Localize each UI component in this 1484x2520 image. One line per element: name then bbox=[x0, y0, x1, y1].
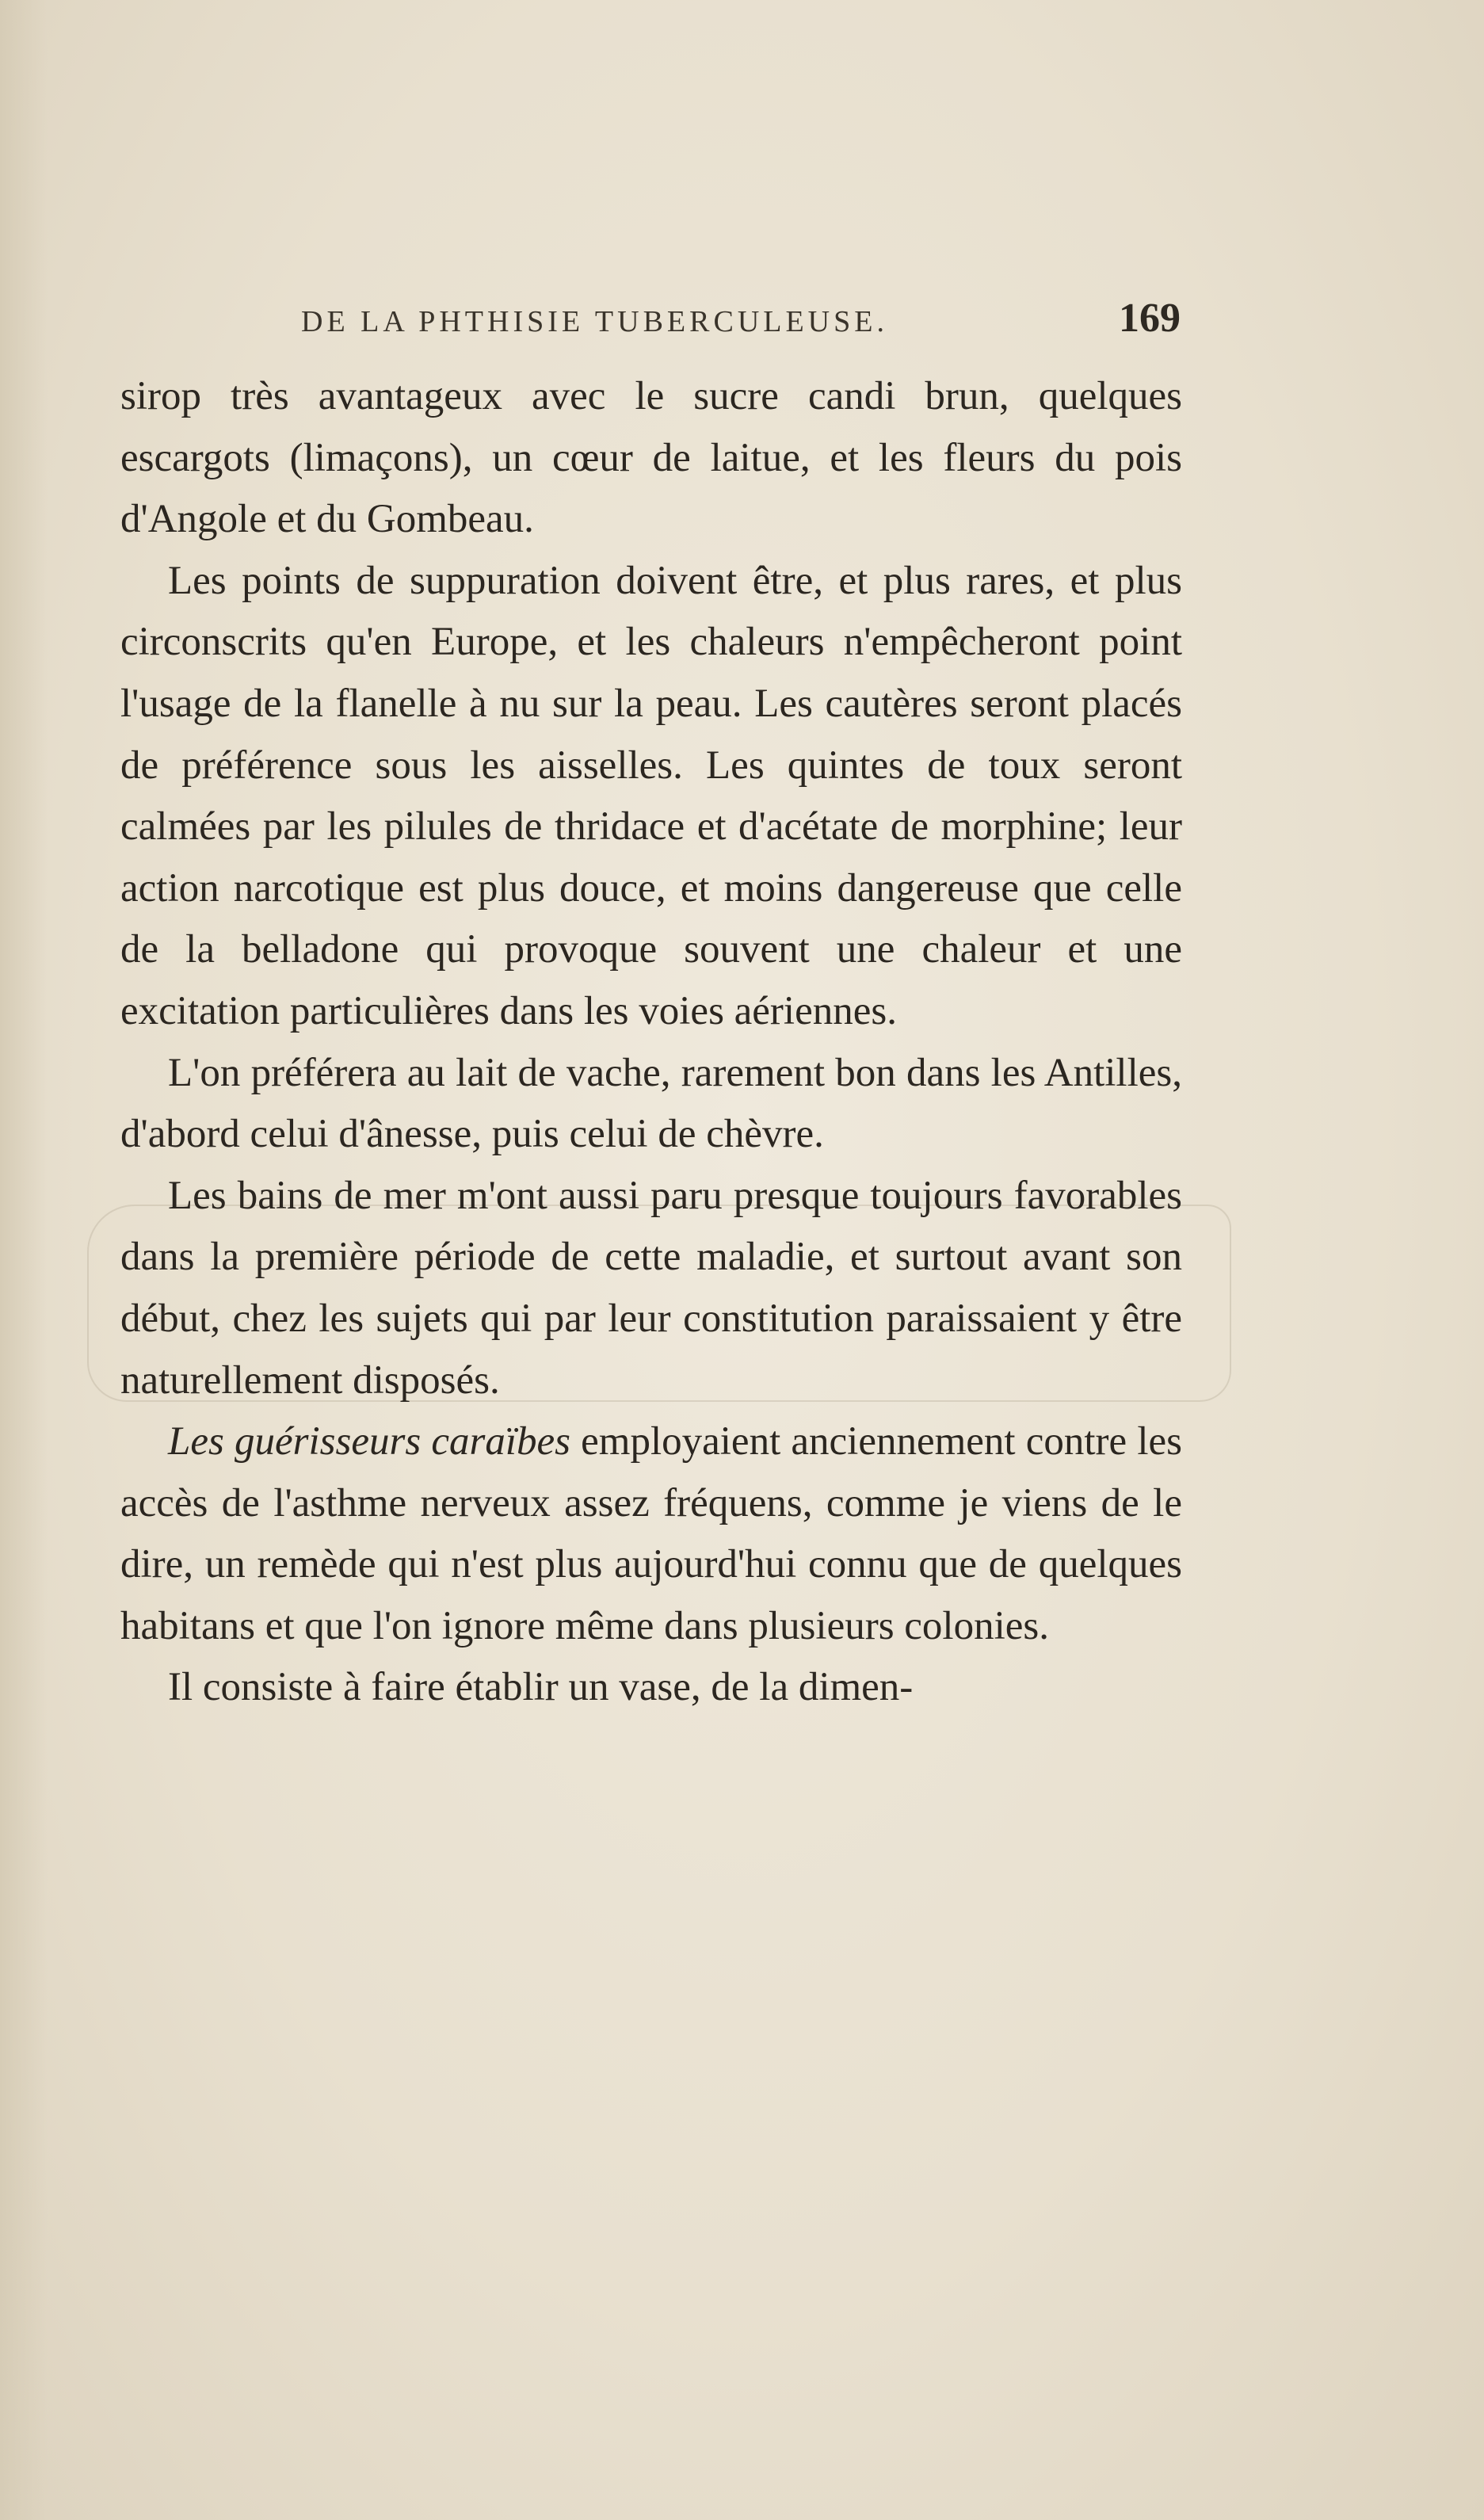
paragraph-6: Il consiste à faire établir un vase, de la dimen- bbox=[168, 1665, 914, 1710]
running-head-title: DE LA PHTHISIE TUBERCULEUSE. bbox=[301, 305, 888, 338]
paragraph-3: L'on préférera au lait de vache, rarement bon dans les Antilles, d'abord celui d'ânesse, puis celui de chèvre. bbox=[120, 1050, 1182, 1157]
body-text bbox=[120, 366, 1182, 1719]
paragraph-1: sirop très avantageux avec le sucre candi brun, quelques escargots (limaçons), un cœur de laitue, et les fleurs du pois d'Angole et du Gombeau. bbox=[120, 374, 1182, 542]
paragraph-5-text: employaient anciennement contre les accès de l'asthme nerveux assez fréquens, comme je viens de le dire, un remède qui n'est plus aujourd'hui connu que de quelques habitans et que l'on ignore même dans plusieurs colonies. bbox=[120, 1419, 1182, 1648]
paragraph-5 bbox=[120, 1411, 1182, 1657]
paragraph-5-italic-lead: Les guérisseurs caraïbes bbox=[168, 1419, 570, 1464]
page-number: 169 bbox=[1119, 296, 1181, 341]
paragraph-4: Les bains de mer m'ont aussi paru presque toujours favorables dans la première période de cette maladie, et surtout avant son début, chez les sujets qui par leur constitution paraissaient y être naturellement disposés. bbox=[120, 1173, 1182, 1403]
paragraph-2: Les points de suppuration doivent être, et plus rares, et plus circonscrits qu'en Europe, et les chaleurs n'empêcheront point l'usage de la flanelle à nu sur la peau. Les cautères seront placés de préférence sous les aisselles. Les quintes de toux seront calmées par les pilules de thridace et d'acétate de morphine; leur action narcotique est plus douce, et moins dangereuse que celle de la belladone qui provoque souvent une chaleur et une excitation particulières dans les voies aériennes. bbox=[120, 558, 1182, 1033]
running-head bbox=[301, 295, 1181, 350]
gutter-shadow bbox=[0, 0, 48, 2520]
